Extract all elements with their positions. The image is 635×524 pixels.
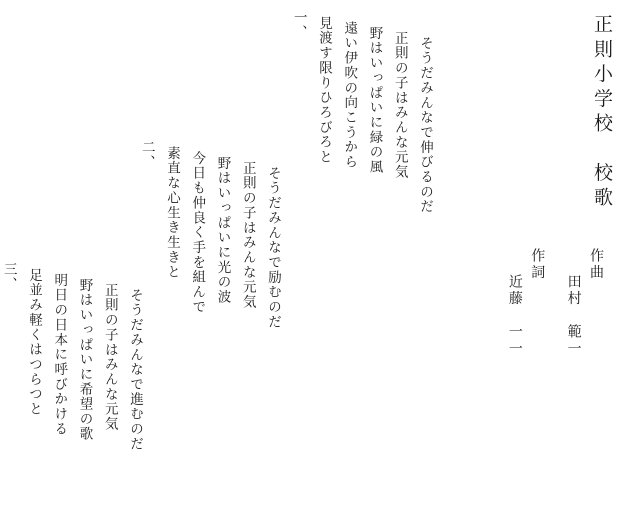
verse-2-line-5: そうだみんなで励むのだ: [265, 166, 281, 330]
verse-3-line-4: 正則の子はみんな元気: [101, 283, 118, 432]
verse-2-line-3: 野はいっぱいに光の波: [214, 156, 231, 305]
verse-2-line-2: 今日も仲良く手を組んで: [189, 151, 206, 315]
verse-1-line-4: 正則の子はみんな元気: [391, 31, 408, 180]
verse-3: [0, 262, 145, 451]
credits-block: [503, 248, 607, 358]
verse-3-number: 三、: [0, 262, 17, 293]
verse-1: [281, 10, 435, 214]
verse-1-line-1: 見渡す限りひろびろと: [316, 16, 332, 165]
verse-1-line-2: 遠い伊吹の向こうから: [341, 21, 358, 170]
credit-composer-name: 田村 範一: [565, 274, 582, 358]
verse-2-number: 二、: [138, 140, 155, 171]
verse-2-line-4: 正則の子はみんな元気: [239, 161, 256, 310]
verse-3-line-2: 明日の日本に呼びかける: [51, 273, 68, 437]
verse-1-number: 一、: [290, 10, 307, 41]
verse-1-line-5: そうだみんなで伸びるのだ: [417, 36, 433, 215]
verse-3-line-1: 足並み軽くはつらつと: [26, 268, 42, 417]
verse-1-line-3: 野はいっぱいに緑の風: [366, 26, 383, 175]
credit-lyricist-role: 作詞: [529, 248, 546, 282]
page-title: [587, 14, 617, 212]
verse-3-line-5: そうだみんなで進むのだ: [127, 288, 143, 452]
page-title-text: 正則小学校 校歌: [591, 14, 613, 212]
verse-2-line-1: 素直な心生き生きと: [164, 146, 180, 280]
credit-composer: [562, 248, 607, 358]
credit-lyricist: [503, 248, 548, 358]
credit-lyricist-name: 近藤 一一: [506, 274, 523, 358]
credit-composer-role: 作曲: [588, 248, 604, 282]
verse-2: [129, 140, 283, 329]
verse-3-line-3: 野はいっぱいに希望の歌: [76, 278, 93, 442]
